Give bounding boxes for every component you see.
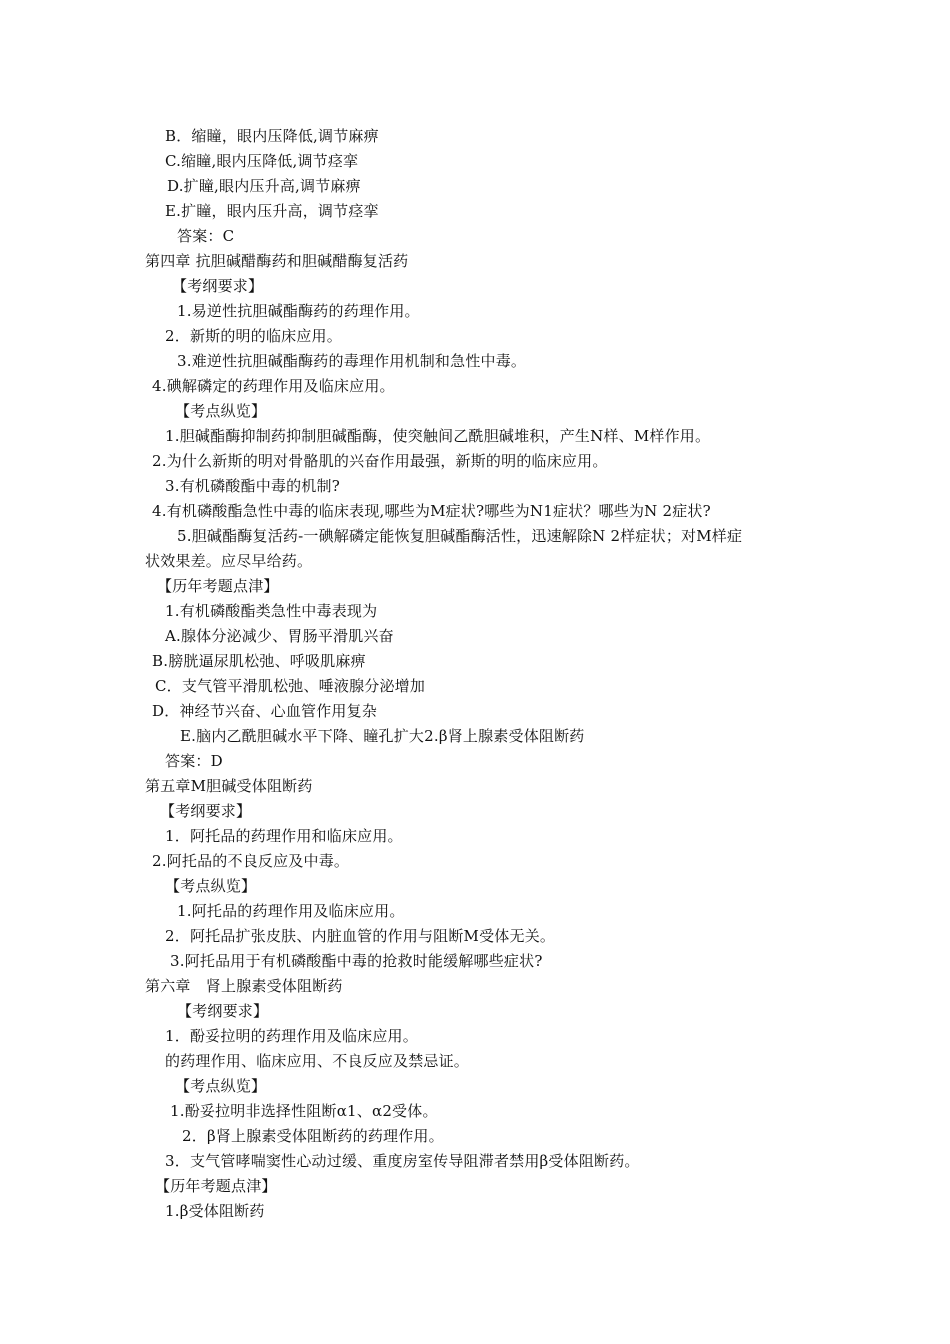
- option-e: E.扩瞳，眼内压升高，调节痉挛: [165, 202, 379, 220]
- chapter-title: 第五章M胆碱受体阻断药: [145, 777, 313, 795]
- list-item: 4.碘解磷定的药理作用及临床应用。: [152, 377, 395, 395]
- option-a: A.腺体分泌减少、胃肠平滑肌兴奋: [165, 627, 394, 645]
- list-item: 2．阿托品扩张皮肤、内脏血管的作用与阻断M受体无关。: [165, 927, 556, 945]
- list-item: 1.易逆性抗胆碱酯酶药的药理作用。: [177, 302, 420, 320]
- section-heading: 【考点纵览】: [175, 402, 267, 420]
- option-e: E.脑内乙酰胆碱水平下降、瞳孔扩大2.β肾上腺素受体阻断药: [180, 727, 585, 745]
- list-item: 3.阿托品用于有机磷酸酯中毒的抢救时能缓解哪些症状?: [170, 952, 543, 970]
- list-item: 的药理作用、临床应用、不良反应及禁忌证。: [165, 1052, 470, 1070]
- section-heading: 【考点纵览】: [165, 877, 257, 895]
- list-item: 3.有机磷酸酯中毒的机制?: [165, 477, 340, 495]
- list-item: 3．支气管哮喘窦性心动过缓、重度房室传导阻滞者禁用β受体阻断药。: [165, 1152, 640, 1170]
- question: 1.β受体阻断药: [165, 1202, 265, 1220]
- chapter-title: 第六章 肾上腺素受体阻断药: [145, 977, 343, 995]
- option-b: B.膀胱逼尿肌松弛、呼吸肌麻痹: [152, 652, 366, 670]
- section-heading: 【历年考题点津】: [155, 1177, 277, 1195]
- list-item: 1.酚妥拉明非选择性阻断α1、α2受体。: [170, 1102, 438, 1120]
- list-item: 1．阿托品的药理作用和临床应用。: [165, 827, 403, 845]
- option-d: D．神经节兴奋、心血管作用复杂: [152, 702, 378, 720]
- question: 1.有机磷酸酯类急性中毒表现为: [165, 602, 378, 620]
- section-heading: 【考点纵览】: [175, 1077, 267, 1095]
- answer: 答案：C: [177, 227, 235, 245]
- option-d: D.扩瞳,眼内压升高,调节麻痹: [167, 177, 361, 195]
- list-item: 1.胆碱酯酶抑制药抑制胆碱酯酶，使突触间乙酰胆碱堆积，产生N样、M样作用。: [165, 427, 711, 445]
- list-item: 2．新斯的明的临床应用。: [165, 327, 342, 345]
- list-item: 5.胆碱酯酶复活药-一碘解磷定能恢复胆碱酯酶活性，迅速解除N 2样症状；对M样症: [177, 527, 743, 545]
- list-item: 1.阿托品的药理作用及临床应用。: [177, 902, 405, 920]
- option-c: C.缩瞳,眼内压降低,调节痉挛: [165, 152, 359, 170]
- list-item: 4.有机磷酸酯急性中毒的临床表现,哪些为M症状?哪些为N1症状？哪些为N 2症状?: [152, 502, 711, 520]
- list-item-continuation: 状效果差。应尽早给药。: [145, 552, 313, 570]
- section-heading: 【考纲要求】: [172, 277, 264, 295]
- section-heading: 【考纲要求】: [160, 802, 252, 820]
- list-item: 2．β肾上腺素受体阻断药的药理作用。: [182, 1127, 444, 1145]
- option-c: C．支气管平滑肌松弛、唾液腺分泌增加: [155, 677, 426, 695]
- list-item: 2.为什么新斯的明对骨骼肌的兴奋作用最强，新斯的明的临床应用。: [152, 452, 608, 470]
- section-heading: 【考纲要求】: [177, 1002, 269, 1020]
- option-b: B．缩瞳，眼内压降低,调节麻痹: [165, 127, 379, 145]
- answer: 答案：D: [165, 752, 223, 770]
- list-item: 3.难逆性抗胆碱酯酶药的毒理作用机制和急性中毒。: [177, 352, 527, 370]
- list-item: 1．酚妥拉明的药理作用及临床应用。: [165, 1027, 418, 1045]
- list-item: 2.阿托品的不良反应及中毒。: [152, 852, 350, 870]
- section-heading: 【历年考题点津】: [157, 577, 279, 595]
- chapter-title: 第四章 抗胆碱醋酶药和胆碱醋酶复活药: [145, 252, 409, 270]
